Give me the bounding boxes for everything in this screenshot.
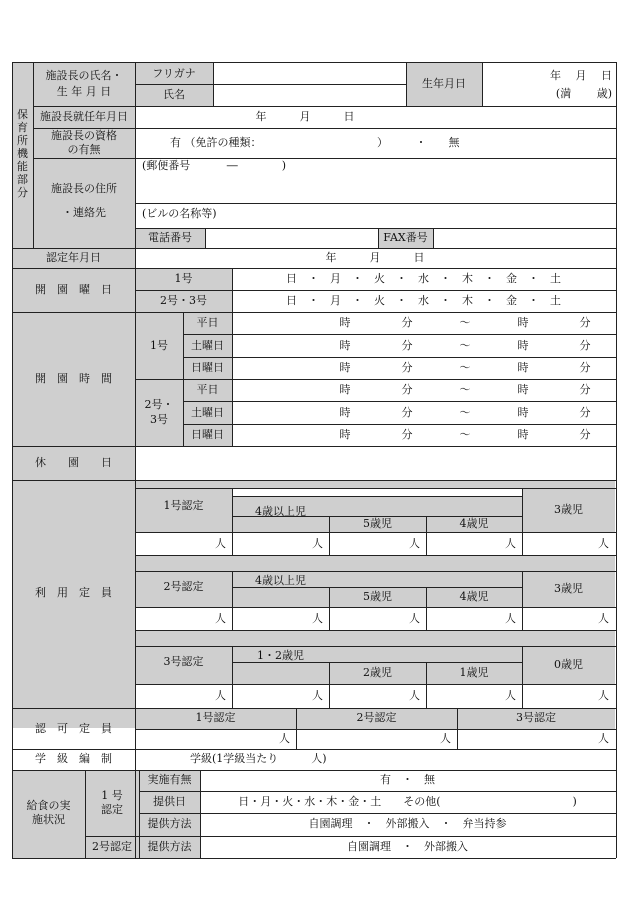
table-line bbox=[135, 290, 616, 291]
range-tilde: ～ bbox=[459, 361, 471, 374]
sub-age-header: 4歳児 bbox=[459, 517, 489, 530]
shaded-cell bbox=[135, 555, 615, 571]
table-line bbox=[183, 401, 616, 402]
young-age-header: 3歳児 bbox=[554, 503, 583, 516]
person-unit: 人 bbox=[215, 536, 226, 550]
certified-date-label: 認定年月日 bbox=[46, 251, 101, 264]
vertical-label-char: 機 bbox=[17, 147, 28, 160]
person-unit: 人 bbox=[598, 536, 609, 550]
table-line bbox=[183, 357, 616, 358]
range-tilde: ～ bbox=[459, 316, 471, 329]
table-line bbox=[135, 630, 616, 631]
hours-day-label: 平日 bbox=[196, 316, 219, 329]
person-unit: 人 bbox=[440, 732, 451, 745]
name-label: 氏名 bbox=[163, 88, 185, 101]
classes-label: 学 級 編 制 bbox=[35, 752, 112, 765]
table-line bbox=[12, 248, 616, 249]
postal-field: (郵便番号 ― ) bbox=[142, 159, 287, 172]
meals-row-label: 実施有無 bbox=[147, 773, 192, 786]
approved-h3: 3号認定 bbox=[516, 711, 556, 724]
hour-unit: 時 bbox=[517, 406, 529, 419]
meals-label-2: 施状況 bbox=[32, 813, 65, 826]
person-unit: 人 bbox=[598, 689, 609, 702]
phone-label: 電話番号 bbox=[148, 231, 192, 244]
older-children-header: 4歳以上児 bbox=[255, 505, 306, 518]
table-line bbox=[135, 379, 616, 380]
sub-age-header: 5歳児 bbox=[363, 517, 392, 530]
cert-label: 2号認定 bbox=[163, 580, 204, 593]
hours-group-2-2: 3号 bbox=[150, 413, 168, 426]
table-line bbox=[183, 424, 616, 425]
table-line bbox=[232, 587, 522, 588]
person-unit: 人 bbox=[279, 732, 290, 745]
table-line bbox=[205, 228, 206, 248]
open-days-2-value: 日 ・ 月 ・ 火 ・ 水 ・ 木 ・ 金 ・ 土 bbox=[286, 294, 561, 307]
qualification-value: 有 （免許の種類： ） ・ 無 bbox=[170, 136, 460, 149]
open-days-2-label: 2号・3号 bbox=[160, 294, 207, 307]
vertical-label-char: 分 bbox=[17, 186, 28, 199]
table-line bbox=[12, 749, 616, 750]
hour-unit: 時 bbox=[339, 406, 351, 419]
director-name-label-2: 生 年 月 日 bbox=[56, 85, 112, 98]
table-line bbox=[12, 858, 616, 859]
range-tilde: ～ bbox=[459, 428, 471, 441]
table-line bbox=[232, 312, 233, 446]
minute-unit: 分 bbox=[401, 428, 413, 441]
hours-day-label: 平日 bbox=[196, 383, 219, 396]
table-line bbox=[183, 334, 616, 335]
table-line bbox=[135, 532, 616, 533]
table-line bbox=[12, 312, 616, 313]
approved-h1: 1号認定 bbox=[195, 711, 236, 724]
address-label-2: ・連絡先 bbox=[62, 206, 106, 219]
table-line bbox=[12, 770, 616, 771]
hour-unit: 時 bbox=[339, 428, 351, 441]
hours-day-label: 土曜日 bbox=[191, 406, 224, 419]
vertical-label-char: 保 bbox=[17, 108, 28, 121]
person-unit: 人 bbox=[215, 689, 226, 702]
minute-unit: 分 bbox=[579, 316, 591, 329]
hours-group-2-1: 2号・ bbox=[144, 398, 174, 411]
minute-unit: 分 bbox=[579, 428, 591, 441]
hour-unit: 時 bbox=[339, 339, 351, 352]
hours-day-label: 日曜日 bbox=[191, 361, 224, 374]
building-field: (ビルの名称等) bbox=[142, 207, 217, 220]
meals-row-value: 日・月・火・水・木・金・土 その他( ) bbox=[238, 795, 577, 808]
older-children-header: 4歳以上児 bbox=[255, 574, 306, 587]
cert-label: 3号認定 bbox=[163, 655, 204, 668]
qualification-label-1: 施設長の資格 bbox=[51, 129, 117, 142]
hour-unit: 時 bbox=[339, 383, 351, 396]
capacity-label: 利 用 定 員 bbox=[35, 586, 112, 599]
open-days-label: 開 園 曜 日 bbox=[35, 283, 112, 296]
table-line bbox=[135, 607, 616, 608]
meals-label-1: 給食の実 bbox=[26, 799, 71, 812]
person-unit: 人 bbox=[505, 611, 516, 625]
hour-unit: 時 bbox=[339, 316, 351, 329]
minute-unit: 分 bbox=[401, 406, 413, 419]
director-name-label-1: 施設長の氏名・ bbox=[45, 69, 123, 82]
shaded-cell bbox=[12, 248, 135, 728]
person-unit: 人 bbox=[312, 611, 323, 625]
table-line bbox=[135, 555, 616, 556]
open-days-1-value: 日 ・ 月 ・ 火 ・ 水 ・ 木 ・ 金 ・ 土 bbox=[286, 272, 561, 285]
older-children-header: 1・2歳児 bbox=[257, 649, 304, 662]
address-label-1: 施設長の住所 bbox=[51, 182, 117, 195]
person-unit: 人 bbox=[312, 689, 323, 702]
hours-day-label: 土曜日 bbox=[191, 339, 224, 352]
certified-date-value: 年 月 日 bbox=[325, 251, 425, 264]
meals-group-2: 2号認定 bbox=[92, 840, 132, 853]
closed-days-label: 休 園 日 bbox=[35, 456, 112, 469]
meals-group-1-2: 認定 bbox=[101, 803, 123, 816]
table-line bbox=[12, 62, 616, 63]
meals-row-value: 自園調理 ・ 外部搬入 ・ 弁当持参 bbox=[308, 817, 507, 830]
meals-row-value: 自園調理 ・ 外部搬入 bbox=[347, 840, 468, 853]
range-tilde: ～ bbox=[459, 339, 471, 352]
table-line bbox=[135, 84, 406, 85]
shaded-cell bbox=[135, 480, 615, 488]
birth-value-2: (満 歳) bbox=[555, 87, 612, 100]
vertical-label-char: 能 bbox=[17, 160, 28, 173]
table-line bbox=[139, 791, 616, 792]
table-line bbox=[135, 684, 616, 685]
vertical-label-char: 部 bbox=[17, 173, 28, 186]
table-line bbox=[135, 228, 616, 229]
person-unit: 人 bbox=[505, 536, 516, 550]
open-hours-label: 開 園 時 間 bbox=[35, 372, 112, 385]
table-line bbox=[12, 708, 616, 709]
young-age-header: 0歳児 bbox=[554, 658, 583, 671]
hour-unit: 時 bbox=[517, 383, 529, 396]
table-line bbox=[135, 571, 616, 572]
table-line bbox=[33, 106, 616, 107]
sub-age-header: 1歳児 bbox=[459, 666, 489, 679]
cert-label: 1号認定 bbox=[163, 499, 204, 512]
range-tilde: ～ bbox=[459, 383, 471, 396]
table-line bbox=[12, 268, 616, 269]
approved-h2: 2号認定 bbox=[356, 711, 397, 724]
table-line bbox=[616, 62, 617, 858]
meals-group-1-1: 1 号 bbox=[101, 789, 123, 802]
hour-unit: 時 bbox=[517, 316, 529, 329]
hours-day-label: 日曜日 bbox=[191, 428, 224, 441]
birth-value-1: 年 月 日 bbox=[550, 69, 612, 82]
person-unit: 人 bbox=[409, 689, 420, 702]
classes-value: 学級(1学級当たり 人) bbox=[190, 752, 327, 765]
minute-unit: 分 bbox=[579, 361, 591, 374]
table-line bbox=[135, 488, 616, 489]
table-line bbox=[139, 813, 616, 814]
hours-group-1: 1号 bbox=[150, 339, 168, 352]
person-unit: 人 bbox=[505, 689, 516, 702]
hour-unit: 時 bbox=[517, 339, 529, 352]
approved-label: 認 可 定 員 bbox=[35, 722, 112, 735]
table-line bbox=[232, 496, 522, 497]
meals-row-label: 提供方法 bbox=[147, 840, 192, 853]
fax-label: FAX番号 bbox=[383, 231, 428, 244]
young-age-header: 3歳児 bbox=[554, 582, 583, 595]
sub-age-header: 4歳児 bbox=[459, 590, 489, 603]
minute-unit: 分 bbox=[401, 383, 413, 396]
table-line bbox=[12, 446, 616, 447]
appointed-label: 施設長就任年月日 bbox=[40, 110, 128, 123]
minute-unit: 分 bbox=[579, 383, 591, 396]
vertical-label-char: 育 bbox=[17, 121, 28, 134]
person-unit: 人 bbox=[598, 611, 609, 625]
open-days-1-label: 1号 bbox=[174, 272, 193, 285]
table-line bbox=[482, 62, 483, 106]
person-unit: 人 bbox=[409, 536, 420, 550]
person-unit: 人 bbox=[598, 732, 609, 745]
table-line bbox=[33, 158, 616, 159]
table-line bbox=[135, 203, 616, 204]
minute-unit: 分 bbox=[401, 316, 413, 329]
meals-row-label: 提供方法 bbox=[147, 817, 192, 830]
table-line bbox=[433, 228, 434, 248]
person-unit: 人 bbox=[312, 536, 323, 550]
table-line bbox=[12, 480, 616, 481]
vertical-label-char: 所 bbox=[17, 134, 28, 147]
table-line bbox=[85, 836, 616, 837]
minute-unit: 分 bbox=[579, 339, 591, 352]
table-line bbox=[232, 662, 522, 663]
range-tilde: ～ bbox=[459, 406, 471, 419]
hour-unit: 時 bbox=[517, 428, 529, 441]
shaded-cell bbox=[135, 630, 615, 646]
table-line bbox=[135, 729, 616, 730]
minute-unit: 分 bbox=[401, 361, 413, 374]
meals-row-value: 有 ・ 無 bbox=[380, 773, 435, 786]
birthdate-label: 生年月日 bbox=[422, 77, 466, 90]
hour-unit: 時 bbox=[517, 361, 529, 374]
table-line bbox=[135, 646, 616, 647]
sub-age-header: 2歳児 bbox=[363, 666, 392, 679]
person-unit: 人 bbox=[409, 611, 420, 625]
furigana-label: フリガナ bbox=[152, 67, 196, 80]
meals-row-label: 提供日 bbox=[153, 795, 186, 808]
appointed-value: 年 月 日 bbox=[255, 110, 355, 123]
minute-unit: 分 bbox=[401, 339, 413, 352]
sub-age-header: 5歳児 bbox=[363, 590, 392, 603]
hour-unit: 時 bbox=[339, 361, 351, 374]
person-unit: 人 bbox=[215, 611, 226, 625]
qualification-label-2: の有無 bbox=[67, 143, 101, 156]
minute-unit: 分 bbox=[579, 406, 591, 419]
